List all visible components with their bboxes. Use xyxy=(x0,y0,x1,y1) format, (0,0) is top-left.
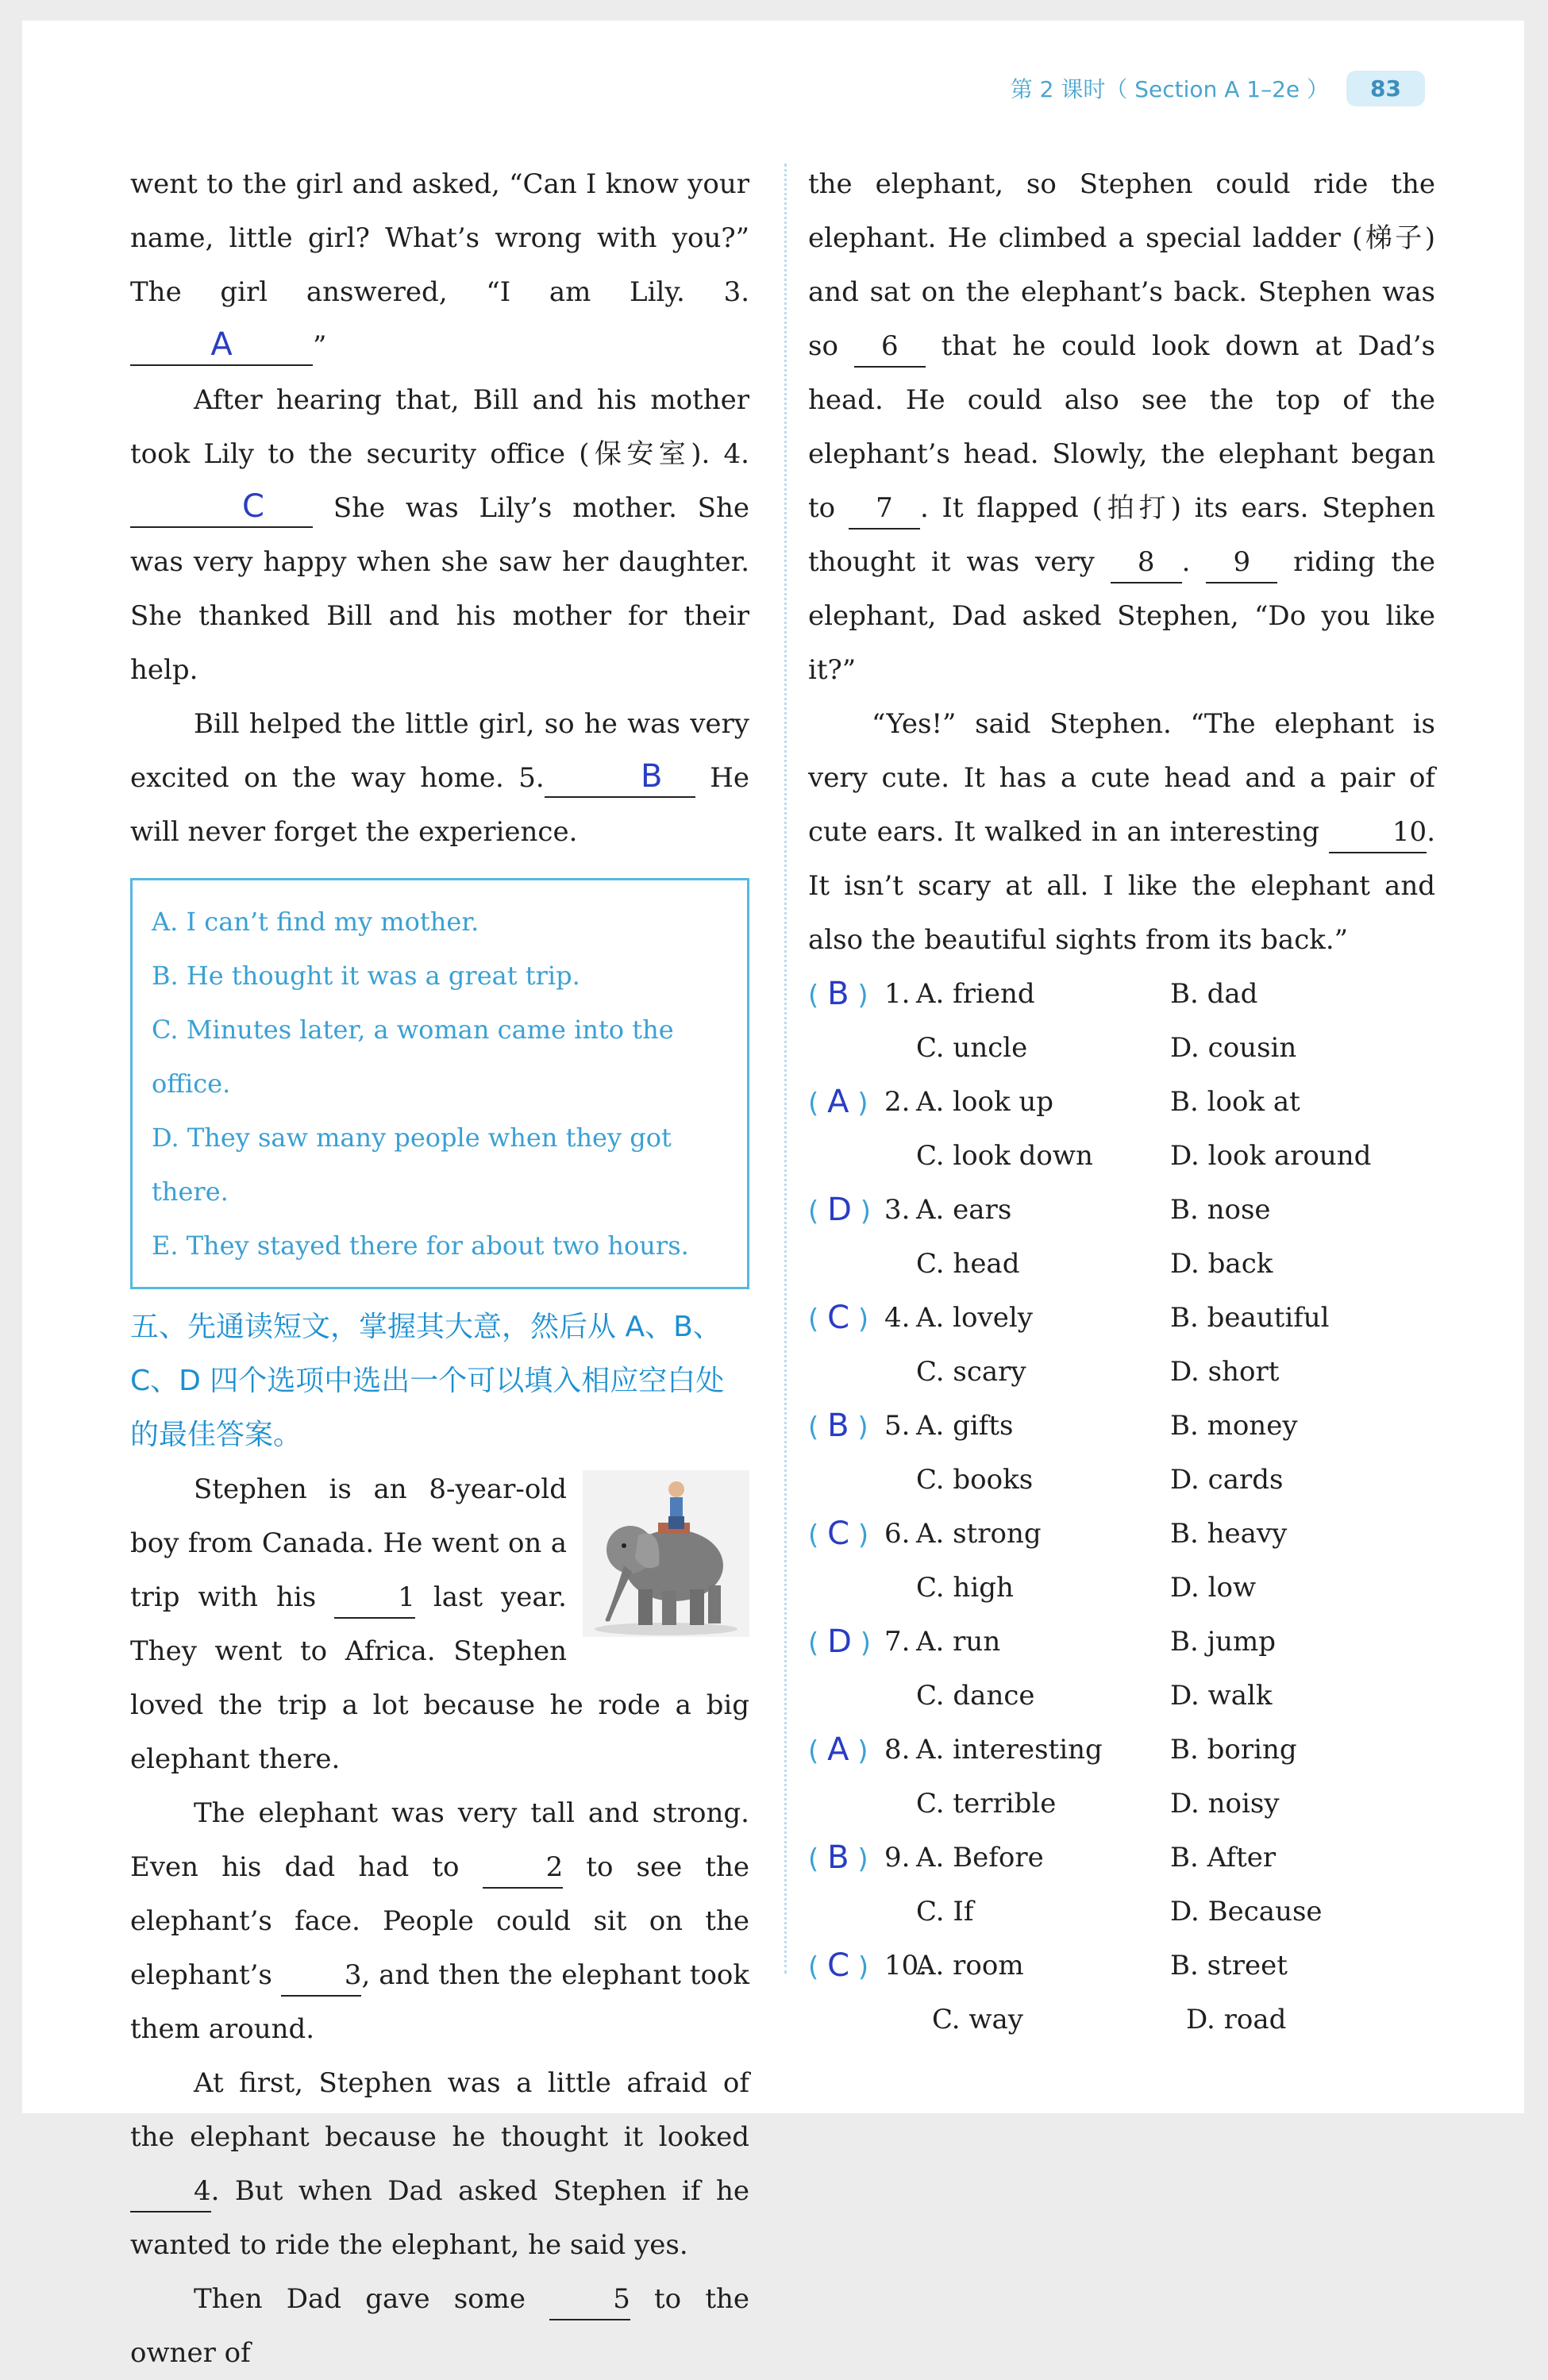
story-paragraph: “Yes!” said Stephen. “The elephant is very cute. It has a cute head and a pair of cute ears. It walked in an interesting 10. It isn’t scary at all. I like the elephant and also the beautiful sights from its back.” xyxy=(808,708,1435,956)
answer-blank-4[interactable]: C xyxy=(130,487,313,528)
option-a[interactable]: A. ears xyxy=(916,1194,1012,1226)
question-number: 7. xyxy=(884,1626,911,1658)
question-row xyxy=(808,1723,1435,1777)
option-d[interactable]: D. low xyxy=(1170,1572,1257,1604)
option-a[interactable]: A. friend xyxy=(916,978,1035,1010)
question-row xyxy=(808,1183,1435,1237)
option-d[interactable]: D. short xyxy=(1170,1356,1280,1388)
option-b[interactable]: B. jump xyxy=(1170,1626,1277,1658)
option-d[interactable]: D. walk xyxy=(1170,1680,1273,1712)
option-a[interactable]: A. lovely xyxy=(916,1302,1033,1334)
option-item: B. He thought it was a great trip. xyxy=(152,961,580,991)
question-row xyxy=(808,1831,1435,1885)
question-number: 9. xyxy=(884,1842,911,1874)
option-d[interactable]: D. back xyxy=(1170,1248,1273,1280)
option-a[interactable]: A. look up xyxy=(916,1086,1054,1118)
option-b[interactable]: B. heavy xyxy=(1170,1518,1288,1550)
option-c[interactable]: C. look down xyxy=(916,1140,1093,1172)
column-divider xyxy=(784,164,787,1974)
question-row xyxy=(808,1291,1435,1345)
chosen-answer: B xyxy=(827,1839,849,1876)
chosen-answer: A xyxy=(827,1084,849,1120)
question-row-2 xyxy=(808,1993,1435,2047)
option-item: E. They stayed there for about two hours. xyxy=(152,1230,689,1261)
chosen-answer: D xyxy=(827,1623,852,1660)
option-a[interactable]: A. room xyxy=(916,1950,1024,1981)
option-c[interactable]: C. head xyxy=(916,1248,1020,1280)
question-row-2 xyxy=(808,1345,1435,1399)
question-row-2 xyxy=(808,1777,1435,1831)
option-b[interactable]: B. nose xyxy=(1170,1194,1271,1226)
option-d[interactable]: D. look around xyxy=(1170,1140,1372,1172)
option-item: D. They saw many people when they got there. xyxy=(152,1123,672,1207)
story-blank-10[interactable]: 10 xyxy=(1329,812,1427,853)
option-d[interactable]: D. noisy xyxy=(1170,1788,1280,1820)
question-row xyxy=(808,1939,1435,1993)
answer-paren[interactable]: ( A ) xyxy=(808,1084,868,1120)
answer-paren[interactable]: ( D ) xyxy=(808,1623,871,1660)
option-item: A. I can’t find my mother. xyxy=(152,907,479,937)
story-blank-8[interactable]: 8 xyxy=(1111,542,1182,583)
question-number: 10. xyxy=(884,1950,928,1981)
option-c[interactable]: C. dance xyxy=(916,1680,1035,1712)
story-blank-7[interactable]: 7 xyxy=(849,488,920,530)
story-paragraph: the elephant, so Stephen could ride the elephant. He climbed a special ladder (梯子) and sat on the elephant’s back. Stephen was so 6 that he could look down at Dad’s head. He could also see the top of the elephant’s head. Slowly, the elephant began to 7 . It flapped (拍打) its ears. Stephen thought it was very 8 . 9 riding the elephant, Dad asked Stephen, “Do you like it?” xyxy=(808,168,1435,686)
question-number: 3. xyxy=(884,1194,911,1226)
left-column xyxy=(130,157,749,2380)
options-box xyxy=(130,878,749,1289)
option-c[interactable]: C. way xyxy=(932,2004,1023,2035)
story-paragraph: Stephen is an 8-year-old boy from Canada. He went on a trip with his 1 last year. They went to Africa. Stephen loved the trip a lot because he rode a big elephant there. xyxy=(130,1473,749,1775)
story-blank-6[interactable]: 6 xyxy=(854,326,926,368)
story-paragraph: The elephant was very tall and strong. Even his dad had to 2 to see the elephant’s face. People could sit on the elephant’s 3, and then the elephant took them around. xyxy=(130,1797,749,2045)
question-row-2 xyxy=(808,1561,1435,1615)
question-row xyxy=(808,1075,1435,1129)
chosen-answer: C xyxy=(827,1947,850,1984)
option-b[interactable]: B. dad xyxy=(1170,978,1258,1010)
question-row xyxy=(808,1399,1435,1453)
option-b[interactable]: B. street xyxy=(1170,1950,1288,1981)
option-d[interactable]: D. Because xyxy=(1170,1896,1323,1927)
story-blank-4[interactable]: 4 xyxy=(130,2171,211,2212)
question-row-2 xyxy=(808,1885,1435,1939)
answer-blank-3[interactable]: A xyxy=(130,325,313,366)
chosen-answer: C xyxy=(827,1300,850,1336)
chosen-answer: D xyxy=(827,1192,852,1228)
question-row-2 xyxy=(808,1453,1435,1507)
chosen-answer: C xyxy=(827,1515,850,1552)
answer-blank-5[interactable]: B xyxy=(545,757,695,798)
story-paragraph: Then Dad gave some 5 to the owner of xyxy=(130,2272,749,2380)
question-row-2 xyxy=(808,1129,1435,1183)
option-c[interactable]: C. scary xyxy=(916,1356,1026,1388)
option-a[interactable]: A. interesting xyxy=(916,1734,1103,1766)
option-b[interactable]: B. boring xyxy=(1170,1734,1297,1766)
question-row-2 xyxy=(808,1669,1435,1723)
option-a[interactable]: A. gifts xyxy=(916,1410,1014,1442)
story-blank-3[interactable]: 3 xyxy=(281,1955,362,1997)
option-c[interactable]: C. uncle xyxy=(916,1032,1028,1064)
question-row xyxy=(808,967,1435,1021)
elephant-photo xyxy=(583,1470,749,1637)
option-a[interactable]: A. Before xyxy=(916,1842,1044,1874)
answer-paren[interactable]: ( D ) xyxy=(808,1192,871,1228)
workbook-page xyxy=(22,21,1524,2369)
page-number: 83 xyxy=(1346,71,1425,106)
story-paragraph: At first, Stephen was a little afraid of the elephant because he thought it looked 4. But when Dad asked Stephen if he wanted to ride the elephant, he said yes. xyxy=(130,2067,749,2261)
question-row-2 xyxy=(808,1021,1435,1075)
option-b[interactable]: B. After xyxy=(1170,1842,1277,1874)
option-c[interactable]: C. high xyxy=(916,1572,1014,1604)
question-row xyxy=(808,1507,1435,1561)
question-number: 6. xyxy=(884,1518,911,1550)
option-c[interactable]: C. If xyxy=(916,1896,974,1927)
multiple-choice-list xyxy=(808,967,1435,2047)
story-blank-2[interactable]: 2 xyxy=(483,1847,564,1889)
option-c[interactable]: C. books xyxy=(916,1464,1034,1496)
option-d[interactable]: D. road xyxy=(1186,2004,1287,2035)
option-b[interactable]: B. money xyxy=(1170,1410,1298,1442)
page-header xyxy=(1011,68,1425,108)
story-blank-9[interactable]: 9 xyxy=(1206,542,1277,583)
question-number: 1. xyxy=(884,978,911,1010)
answer-paren[interactable]: ( B ) xyxy=(808,1408,868,1444)
answer-paren[interactable]: ( C ) xyxy=(808,1947,869,1984)
question-row-2 xyxy=(808,1237,1435,1291)
option-d[interactable]: D. cousin xyxy=(1170,1032,1297,1064)
question-number: 5. xyxy=(884,1410,911,1442)
chosen-answer: A xyxy=(827,1731,849,1768)
passage-paragraph: went to the girl and asked, “Can I know your name, little girl? What’s wrong with you?” The girl answered, “I am Lily. 3.A ” xyxy=(130,157,749,373)
chosen-answer: B xyxy=(827,976,849,1012)
story-blank-1[interactable]: 1 xyxy=(334,1577,415,1619)
answer-paren[interactable]: ( C ) xyxy=(808,1515,869,1552)
option-a[interactable]: A. strong xyxy=(916,1518,1042,1550)
lesson-label: 第 2 课时（ Section A 1–2e ） xyxy=(1010,76,1330,102)
question-number: 2. xyxy=(884,1086,911,1118)
question-row xyxy=(808,1615,1435,1669)
elephant-illustration-icon xyxy=(583,1470,749,1637)
question-number: 4. xyxy=(884,1302,911,1334)
right-column xyxy=(808,157,1435,2047)
option-b[interactable]: B. beautiful xyxy=(1170,1302,1330,1334)
option-b[interactable]: B. look at xyxy=(1170,1086,1300,1118)
section-title: 五、先通读短文，掌握其大意，然后从 A、B、C、D 四个选项中选出一个可以填入相应空白处的最佳答案。 xyxy=(130,1311,725,1451)
answer-paren[interactable]: ( A ) xyxy=(808,1731,868,1768)
story-blank-5[interactable]: 5 xyxy=(549,2279,630,2320)
answer-paren[interactable]: ( B ) xyxy=(808,1839,868,1876)
answer-paren[interactable]: ( C ) xyxy=(808,1300,869,1336)
option-c[interactable]: C. terrible xyxy=(916,1788,1057,1820)
chosen-answer: B xyxy=(827,1408,849,1444)
passage-paragraph: Bill helped the little girl, so he was very excited on the way home. 5. B He will never forget the experience. xyxy=(130,708,750,848)
passage-paragraph: After hearing that, Bill and his mother took Lily to the security office (保安室). 4.C She was Lily’s mother. She was very happy when she saw her daughter. She thanked Bill and his mother for their help. xyxy=(130,384,749,686)
option-a[interactable]: A. run xyxy=(916,1626,1001,1658)
option-d[interactable]: D. cards xyxy=(1170,1464,1284,1496)
option-item: C. Minutes later, a woman came into the office. xyxy=(152,1015,674,1099)
answer-paren[interactable]: ( B ) xyxy=(808,976,868,1012)
question-number: 8. xyxy=(884,1734,911,1766)
